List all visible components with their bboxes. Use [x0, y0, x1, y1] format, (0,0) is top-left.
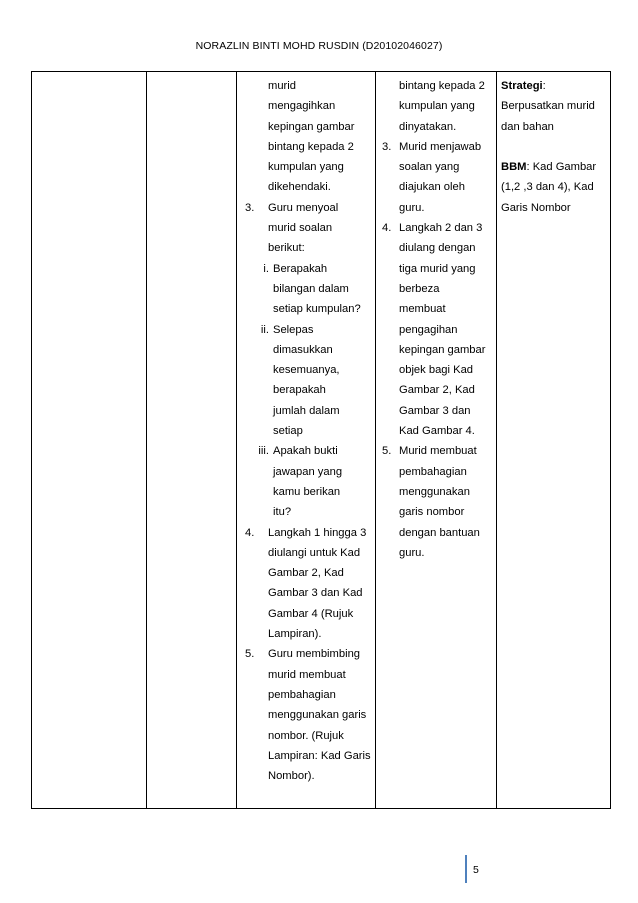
text-line: Gambar 3 dan Kad — [268, 587, 363, 600]
text-line: guru. — [399, 546, 425, 559]
text-line: Kad Gambar 4. — [399, 425, 475, 438]
text-line: berapakah — [273, 384, 326, 397]
question-text — [273, 320, 371, 442]
teacher-activity-content — [237, 72, 375, 786]
step-number: 5. — [245, 648, 255, 661]
step-5 — [241, 644, 371, 786]
step-text — [399, 441, 492, 563]
materials-first-line: : Kad Gambar — [526, 161, 597, 174]
step-4 — [380, 218, 492, 441]
text-line: murid membuat — [268, 668, 346, 681]
text-line: murid soalan — [268, 222, 333, 235]
text-line: berikut: — [268, 242, 305, 255]
text-line: Berpusatkan murid — [501, 100, 595, 113]
text-line: Lampiran: Kad Garis — [268, 749, 371, 762]
student-activity-content — [376, 72, 496, 563]
question-number: ii. — [260, 323, 269, 336]
step-text — [399, 218, 492, 441]
text-line: (1,2 ,3 dan 4), Kad — [501, 181, 594, 194]
text-line: bilangan dalam — [273, 282, 349, 295]
text-line: setiap — [273, 425, 303, 438]
strategy-label: Strategi — [501, 80, 543, 92]
question-i — [241, 259, 371, 320]
notes-content — [497, 72, 610, 218]
text-line: soalan yang — [399, 161, 460, 174]
teacher-activity-cell — [237, 72, 376, 809]
text-line: Guru menyoal — [268, 201, 339, 214]
step-text — [268, 523, 371, 645]
text-line: objek bagi Kad — [399, 364, 474, 377]
text-line: pembahagian — [268, 688, 336, 701]
page-number-bar — [465, 855, 467, 883]
text-line: Gambar 2, Kad — [399, 384, 475, 397]
strategy-heading — [501, 76, 606, 96]
text-line: nombor. (Rujuk — [268, 729, 344, 742]
text-line: jumlah dalam — [273, 404, 340, 417]
text-line: kepingan gambar — [399, 343, 486, 356]
step-3 — [241, 198, 371, 259]
text-line: diulang dengan — [399, 242, 476, 255]
text-line: Garis Nombor — [501, 201, 571, 214]
text-line: Murid membuat — [399, 445, 477, 458]
text-line: garis nombor — [399, 506, 465, 519]
text-line: setiap kumpulan? — [273, 303, 361, 316]
empty-cell-col1 — [32, 72, 147, 809]
page-header: NORAZLIN BINTI MOHD RUSDIN (D20102046027) — [195, 40, 443, 52]
text-line: itu? — [273, 506, 292, 519]
step-number: 4. — [382, 222, 392, 235]
notes-cell — [497, 72, 611, 809]
text-line: berbeza — [399, 282, 440, 295]
text-line: murid — [268, 80, 296, 92]
continued-step-text — [380, 76, 492, 137]
text-line: menggunakan — [399, 485, 470, 498]
text-line: Gambar 4 (Rujuk — [268, 607, 354, 620]
text-line: Nombor). — [268, 770, 315, 783]
step-number: 3. — [245, 201, 255, 214]
text-line: tiga murid yang — [399, 262, 476, 275]
text-line: dinyatakan. — [399, 120, 457, 133]
text-line: kesemuanya, — [273, 364, 340, 377]
text-line: guru. — [399, 201, 425, 214]
materials-label: BBM — [501, 161, 527, 174]
empty-cell-col2 — [147, 72, 237, 809]
step-text — [399, 137, 492, 218]
text-line: kumpulan yang — [399, 100, 475, 113]
question-number: iii. — [258, 445, 269, 458]
page-number: 5 — [473, 864, 479, 876]
strategy-text — [501, 96, 606, 137]
text-line: Guru membimbing — [268, 648, 361, 661]
materials-heading — [501, 157, 606, 177]
step-text — [268, 644, 371, 786]
step-number: 5. — [382, 445, 392, 458]
text-line: kumpulan yang — [268, 161, 344, 174]
step-number: 3. — [382, 140, 392, 153]
step-5 — [380, 441, 492, 563]
text-line: diulangi untuk Kad — [268, 546, 361, 559]
text-line: dan bahan — [501, 120, 554, 133]
text-line: menggunakan garis — [268, 709, 367, 722]
strategy-colon: : — [542, 80, 546, 92]
text-line: Gambar 2, Kad — [268, 567, 344, 580]
text-line: jawapan yang — [273, 465, 343, 478]
text-line: Murid menjawab — [399, 140, 482, 153]
text-line: dengan bantuan — [399, 526, 480, 539]
question-text — [273, 441, 371, 522]
text-line: Apakah bukti — [273, 445, 338, 458]
text-line: bintang kepada 2 — [399, 80, 485, 92]
text-line: Berapakah — [273, 262, 328, 275]
text-line: Langkah 2 dan 3 — [399, 222, 483, 235]
materials-text — [501, 177, 606, 218]
text-line: Gambar 3 dan — [399, 404, 471, 417]
text-line: pembahagian — [399, 465, 467, 478]
text-line: pengagihan — [399, 323, 458, 336]
question-ii — [241, 320, 371, 442]
text-line: dimasukkan — [273, 343, 333, 356]
text-line: membuat — [399, 303, 446, 316]
text-line: diajukan oleh — [399, 181, 465, 194]
text-line: mengagihkan — [268, 100, 336, 113]
spacer — [501, 137, 606, 157]
text-line: Selepas — [273, 323, 314, 336]
text-line: Langkah 1 hingga 3 — [268, 526, 367, 539]
step-4 — [241, 523, 371, 645]
step-text — [268, 198, 371, 259]
text-line: kepingan gambar — [268, 120, 355, 133]
question-text — [273, 259, 371, 320]
text-line: bintang kepada 2 — [268, 140, 354, 153]
step-number: 4. — [245, 526, 255, 539]
question-iii — [241, 441, 371, 522]
question-number: i. — [263, 262, 269, 275]
step-3 — [380, 137, 492, 218]
text-line: Lampiran). — [268, 628, 322, 641]
text-line: kamu berikan — [273, 485, 341, 498]
continued-step-text — [241, 76, 371, 198]
student-activity-cell — [376, 72, 497, 809]
text-line: dikehendaki. — [268, 181, 331, 194]
lesson-plan-table — [31, 71, 611, 809]
